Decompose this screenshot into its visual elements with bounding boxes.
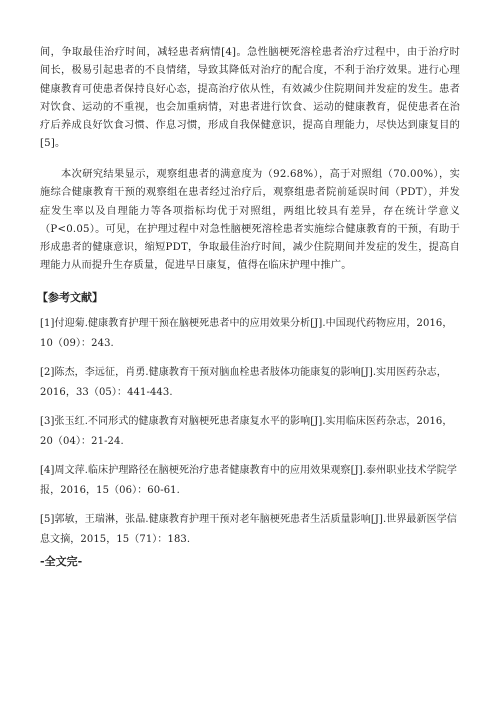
- body-paragraph-2: 本次研究结果显示，观察组患者的满意度为（92.68%），高于对照组（70.00%），实施综合健康教育干预的观察组在患者经过治疗后，观察组患者院前延误时间（PDT），并发症发生率以及自理能力等各项指标均优于对照组，两组比较具有差异，存在统计学意义（P<0.05）。可见，在护理过程中对急性脑梗死溶栓患者实施综合健康教育的干预，有助于形成患者的健康意识，缩短PDT，争取最佳治疗时间，减少住院期间并发症的发生，提高自理能力从而提升生存质量，促进早日康复，值得在临床护理中推广。: [40, 169, 460, 272]
- reference-item-1: [1]付迎菊.健康教育护理干预在脑梗死患者中的应用效果分析[J].中国现代药物应用，2016，10（09）：243.: [40, 318, 453, 349]
- reference-item-4: [4]周文萍.临床护理路径在脑梗死治疗患者健康教育中的应用效果观察[J].泰州职业技术学院学报，2016，15（06）：60-61.: [40, 465, 457, 496]
- reference-item-3: [3]张玉红.不同形式的健康教育对脑梗死患者康复水平的影响[J].实用临床医药杂志，2016，20（04）：21-24.: [40, 416, 453, 447]
- reference-list: [40, 314, 460, 559]
- end-of-document-marker: -全文完-: [40, 555, 83, 568]
- reference-item-5: [5]郭敏，王瑞淋，张晶.健康教育护理干预对老年脑梗死患者生活质量影响[J].世界最新医学信息文摘，2015，15（71）：183.: [40, 514, 457, 545]
- references-heading: 【参考文献】: [37, 291, 103, 304]
- reference-item-2: [2]陈杰，李远征，肖勇.健康教育干预对脑血栓患者肢体功能康复的影响[J].实用医药杂志，2016，33（05）：441-443.: [40, 367, 447, 398]
- body-paragraph-1: 间，争取最佳治疗时间，减轻患者病情[4]。急性脑梗死溶栓患者治疗过程中，由于治疗时间长，极易引起患者的不良情绪，导致其降低对治疗的配合度，不利于治疗效果。进行心理健康教育可使患者保持良好心态，提高治疗依从性，有效减少住院期间并发症的发生。患者对饮食、运动的不重视，也会加重病情，对患者进行饮食、运动的健康教育，促使患者在治疗后养成良好饮食习惯、作息习惯，形成自我保健意识，提高自理能力，尽快达到康复目的[5]。: [40, 47, 460, 150]
